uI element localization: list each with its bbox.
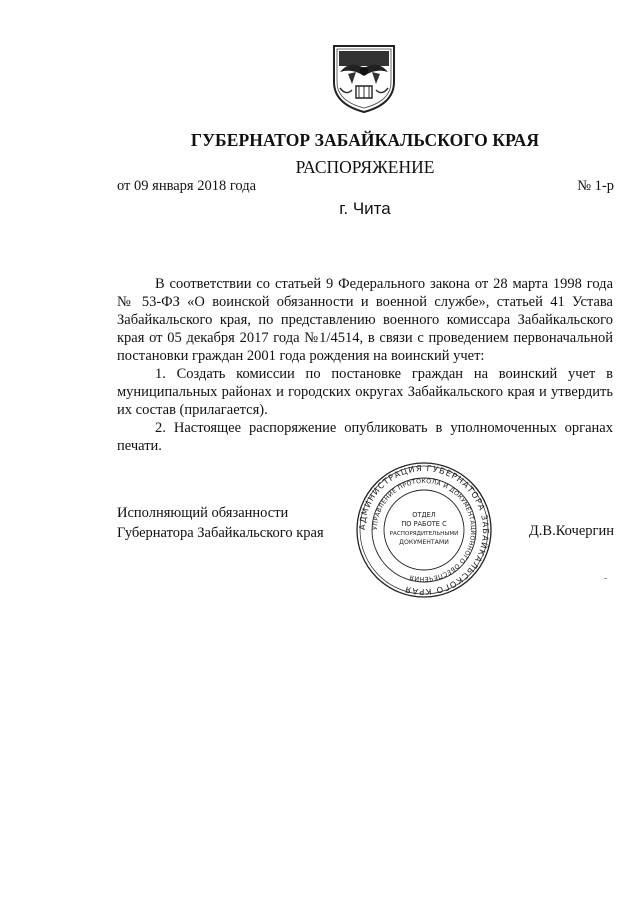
stamp-ring-text: УПРАВЛЕНИЕ ПРОТОКОЛА И ДОКУМЕНТАЦИОННОГО ОБЕСПЕЧЕНИЯ	[371, 477, 477, 583]
stamp-center-line-4: ДОКУМЕНТАМИ	[399, 539, 449, 546]
official-stamp	[354, 460, 494, 600]
document-type: РАСПОРЯЖЕНИЕ	[295, 157, 435, 177]
signer-name: Д.В.Кочергин	[528, 523, 614, 539]
document-title: ГУБЕРНАТОР ЗАБАЙКАЛЬСКОГО КРАЯ	[190, 130, 540, 150]
signer-position	[117, 503, 324, 543]
stamp-center-line-3: РАСПОРЯДИТЕЛЬНЫМИ	[389, 531, 459, 537]
stamp-center-line-2: ПО РАБОТЕ С	[401, 520, 447, 528]
stamp-center-line-1: ОТДЕЛ	[412, 511, 436, 519]
signer-position-line-1: Исполняющий обязанности	[117, 505, 289, 521]
scan-mark	[604, 578, 607, 579]
document-date: от 09 января 2018 года	[117, 178, 257, 194]
document-number: № 1-р	[577, 178, 614, 194]
body-paragraph-item-2: 2. Настоящее распоряжение опубликовать в уполномоченных органах печати.	[117, 420, 613, 454]
coat-of-arms-icon	[326, 38, 402, 114]
body-paragraph-preamble: В соответствии со статьей 9 Федерального закона от 28 марта 1998 года № 53-ФЗ «О воинской обязанности и военной службе», статьей 41 Устава Забайкальского края, по представлению военного комиссара Забайкальского края от 05 декабря 2017 года №1/4514, в связи с проведением первоначальной постановки граждан 2001 года рождения на воинский учет:	[117, 276, 613, 364]
signer-position-line-2: Губернатора Забайкальского края	[117, 525, 324, 541]
stamp-outer-text: АДМИНИСТРАЦИЯ ГУБЕРНАТОРА ЗАБАЙКАЛЬСКОГО КРАЯ	[356, 462, 492, 598]
document-city: г. Чита	[339, 199, 391, 218]
body-paragraph-item-1: 1. Создать комиссии по постановке граждан на воинский учет в муниципальных районах и городских округах Забайкальского края и утвердить их состав (прилагается).	[117, 366, 613, 418]
document-body	[117, 275, 613, 455]
